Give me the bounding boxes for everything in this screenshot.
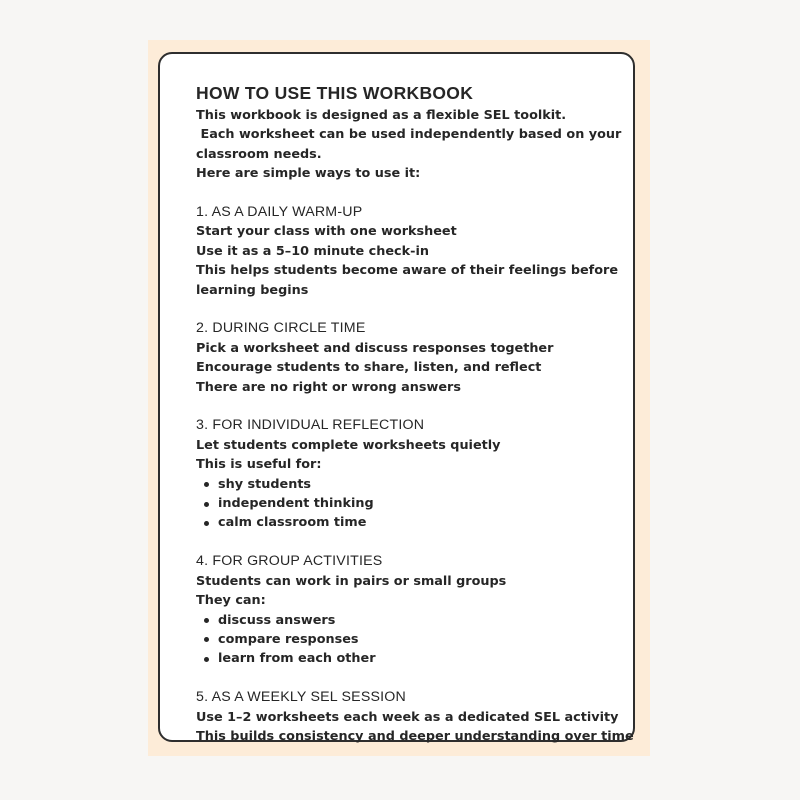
section-group-activities <box>196 552 636 668</box>
bullet-item: independent thinking <box>196 494 636 513</box>
spacer <box>196 533 636 552</box>
bullet-item: discuss answers <box>196 611 636 630</box>
section-line: Pick a worksheet and discuss responses together <box>196 340 554 356</box>
section-heading: 1. AS A DAILY WARM-UP <box>196 204 363 221</box>
card-content <box>196 82 636 746</box>
bullet-item: calm classroom time <box>196 513 636 532</box>
section-line: Let students complete worksheets quietly <box>196 437 501 453</box>
bullet-list <box>196 475 636 533</box>
section-line: Start your class with one worksheet <box>196 224 457 240</box>
spacer <box>196 300 636 319</box>
intro-block <box>196 106 636 184</box>
section-line: This is useful for: <box>196 457 322 473</box>
section-line: There are no right or wrong answers <box>196 379 461 395</box>
bullet-item: learn from each other <box>196 649 636 668</box>
spacer <box>196 669 636 688</box>
page-title: HOW TO USE THIS WORKBOOK <box>196 83 474 103</box>
intro-line: Each worksheet can be used independently based on your <box>196 127 622 143</box>
section-heading: 2. DURING CIRCLE TIME <box>196 320 366 337</box>
bullet-list <box>196 611 636 669</box>
workbook-page <box>148 40 650 756</box>
section-line: learning begins <box>196 282 309 298</box>
section-heading: 3. FOR INDIVIDUAL REFLECTION <box>196 417 425 434</box>
spacer <box>196 184 636 203</box>
intro-line: classroom needs. <box>196 146 322 162</box>
section-individual-reflection <box>196 416 636 532</box>
section-heading: 4. FOR GROUP ACTIVITIES <box>196 553 383 570</box>
section-line: They can: <box>196 593 266 609</box>
section-line: Use 1–2 worksheets each week as a dedicated SEL activity <box>196 709 619 725</box>
section-line: Use it as a 5–10 minute check-in <box>196 243 429 259</box>
section-line: This builds consistency and deeper understanding over time <box>196 728 634 744</box>
section-daily-warm-up <box>196 203 636 300</box>
section-line: This helps students become aware of their feelings before <box>196 263 619 279</box>
section-weekly-sel-session <box>196 688 636 746</box>
content-card <box>158 52 635 742</box>
intro-line: This workbook is designed as a flexible SEL toolkit. <box>196 108 567 123</box>
section-circle-time <box>196 319 636 397</box>
section-line: Encourage students to share, listen, and reflect <box>196 360 542 376</box>
bullet-item: shy students <box>196 475 636 494</box>
intro-line: Here are simple ways to use it: <box>196 166 421 182</box>
bullet-item: compare responses <box>196 630 636 649</box>
section-line: Students can work in pairs or small groups <box>196 573 507 589</box>
section-heading: 5. AS A WEEKLY SEL SESSION <box>196 689 406 706</box>
spacer <box>196 397 636 416</box>
